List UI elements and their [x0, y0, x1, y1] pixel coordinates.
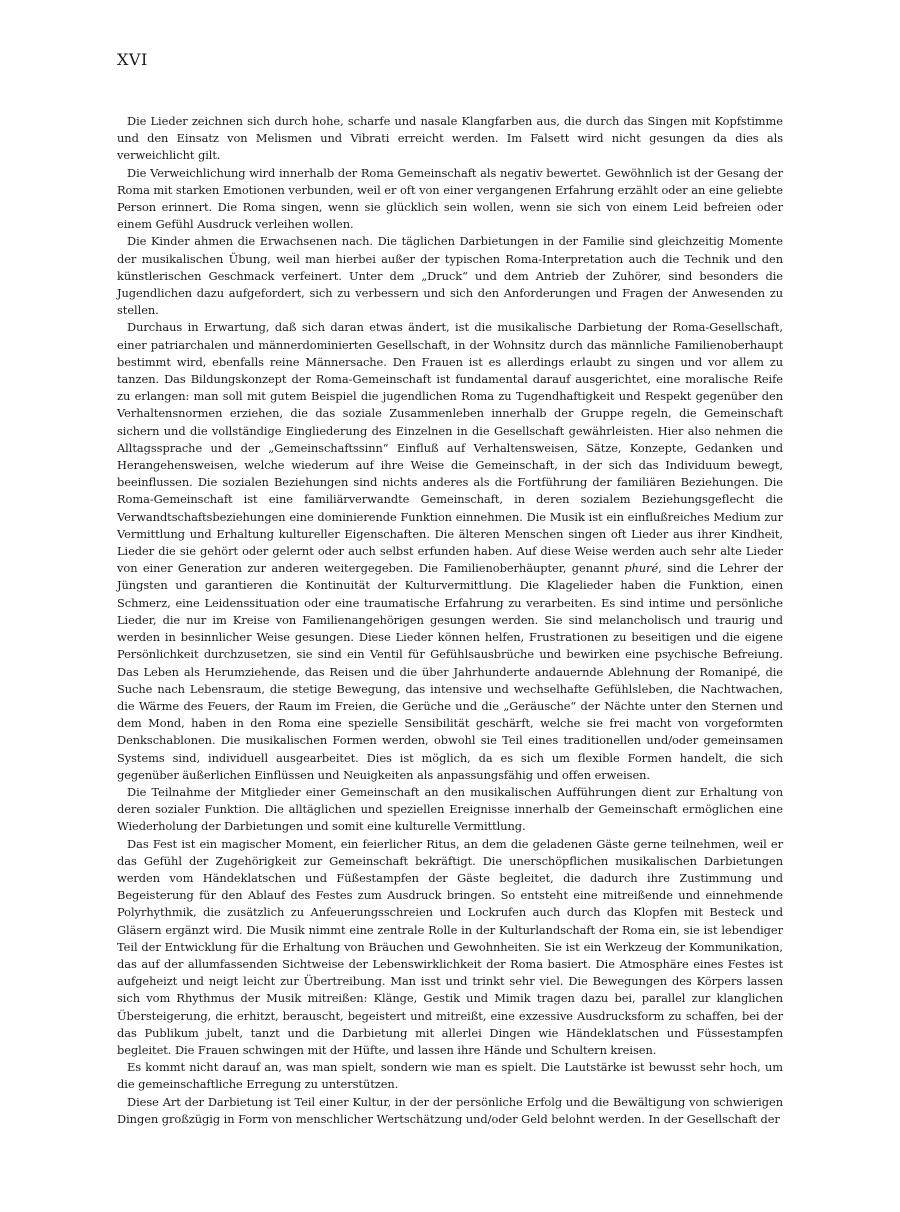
paragraph-4-text-continued: , sind die Lehrer der Jüngsten und garantieren die Kontinuität der Kulturvermittlung. Die Klagelieder haben die Funktion, einen Schmerz, eine Leidenssituation oder eine traumatische Erfahrung zu verarbeiten. Es sind intime und persönliche Lieder, die nur im Kreise von Familienangehörigen gesungen werden. Sie sind melancholisch und traurig und werden in besinnlicher Weise gesungen. Diese Lieder können helfen, Frustrationen zu beseitigen und die eigene Persönlichkeit durchzusetzen, sie sind ein Ventil für Gefühlsausbrüche und bewirken eine psychische Befreiung. Das Leben als Herumziehende, das Reisen und die über Jahrhunderte andauernde Ablehnung der Romanipé, die Suche nach Lebensraum, die stetige Bewegung, das intensive und wechselhafte Gefühlsleben, die Nachtwachen, die Wärme des Feuers, der Raum im Freien, die Gerüche und die „Geräusche“ der Nächte unter den Sternen und dem Mond, haben in den Roma eine spezielle Sensibilität geschärft, welche sie frei macht von vorgeformten Denkschablonen. Die musikalischen Formen werden, obwohl sie Teil eines traditionellen und/oder gemeinsamen Systems sind, individuell ausgearbeitet. Dies ist möglich, da es sich um flexible Formen handelt, die sich gegenüber äußerlichen Einflüssen und Neuigkeiten als anpassungsfähig und offen erweisen.: [117, 561, 783, 782]
body-text: [117, 113, 783, 1128]
paragraph-4: [117, 319, 783, 783]
paragraph-5: Die Teilnahme der Mitglieder einer Gemeinschaft an den musikalischen Aufführungen dient zur Erhaltung von deren sozialer Funktion. Die alltäglichen und speziellen Ereignisse innerhalb der Gemeinschaft ermöglichen eine Wiederholung der Darbietungen und somit eine kulturelle Vermittlung.: [117, 784, 783, 834]
paragraph-6: Das Fest ist ein magischer Moment, ein feierlicher Ritus, an dem die geladenen Gäste gerne teilnehmen, weil er das Gefühl der Zugehörigkeit zur Gemeinschaft bekräftigt. Die unerschöpflichen musikalischen Darbietungen werden vom Händeklatschen und Füßestampfen der Gäste begleitet, die dadurch ihre Zustimmung und Begeisterung für den Ablauf des Festes zum Ausdruck bringen. So entsteht eine mitreißende und einnehmende Polyrhythmik, die zusätzlich zu Anfeuerungsschreien und Lockrufen auch durch das Klopfen mit Besteck und Gläsern ergänzt wird. Die Musik nimmt eine zentrale Rolle in der Kulturlandschaft der Roma ein, sie ist lebendiger Teil der Entwicklung für die Erhaltung von Bräuchen und Gewohnheiten. Sie ist ein Werkzeug der Kommunikation, das auf der allumfassenden Sichtweise der Lebenswirklichkeit der Roma basiert. Die Atmosphäre eines Festes ist aufgeheizt und neigt leicht zur Übertreibung. Man isst und trinkt sehr viel. Die Bewegungen des Körpers lassen sich vom Rhythmus der Musik mitreißen: Klänge, Gestik und Mimik tragen dazu bei, parallel zur klanglichen Übersteigerung, die erhitzt, berauscht, begeistert und mitreißt, eine exzessive Ausdrucksform zu schaffen, bei der das Publikum jubelt, tanzt und die Darbietung mit allerlei Dingen wie Händeklatschen und Füssestampfen begleitet. Die Frauen schwingen mit der Hüfte, und lassen ihre Hände und Schultern kreisen.: [117, 836, 783, 1057]
italic-term: phuré: [624, 561, 659, 576]
paragraph-7: Es kommt nicht darauf an, was man spielt, sondern wie man es spielt. Die Lautstärke ist bewusst sehr hoch, um die gemeinschaftliche Erregung zu unterstützen.: [117, 1060, 783, 1092]
paragraph-3: Die Kinder ahmen die Erwachsenen nach. Die täglichen Darbietungen in der Familie sind gleichzeitig Momente der musikalischen Übung, weil man hierbei außer der typischen Roma-Interpretation auch die Technik und den künstlerischen Geschmack verfeinert. Unter dem „Druck“ und dem Antrieb der Zuhörer, sind besonders die Jugendlichen dazu aufgefordert, sich zu verbessern und sich den Anforderungen und Fragen der Anwesenden zu stellen.: [117, 234, 783, 318]
paragraph-1: Die Lieder zeichnen sich durch hohe, scharfe und nasale Klangfarben aus, die durch das Singen mit Kopfstimme und den Einsatz von Melismen und Vibrati erreicht werden. Im Falsett wird nicht gesungen da dies als verweichlicht gilt.: [117, 114, 783, 163]
paragraph-4-text: Durchaus in Erwartung, daß sich daran etwas ändert, ist die musikalische Darbietung der Roma-Gesellschaft, einer patriarchalen und männerdominierten Gesellschaft, in der Wohnsitz durch das männliche Familienoberhaupt bestimmt wird, ebenfalls reine Männersache. Den Frauen ist es allerdings erlaubt zu singen und vor allem zu tanzen. Das Bildungskonzept der Roma-Gemeinschaft ist fundamental darauf ausgerichtet, eine moralische Reife zu erlangen: man soll mit gutem Beispiel die jugendlichen Roma zu Tugendhaftigkeit und Respekt gegenüber den Verhaltensnormen erziehen, die das soziale Zusammenleben innerhalb der Gruppe regeln, die Gemeinschaft sichern und die vollständige Eingliederung des Einzelnen in die Gesellschaft gewährleisten. Hier also nehmen die Alltagssprache und der „Gemeinschaftssinn“ Einfluß auf Verhaltensweisen, Sätze, Konzepte, Gedanken und Herangehensweisen, welche wiederum auf ihre Weise die Gemeinschaft, in der sich das Individuum bewegt, beeinflussen. Die sozialen Beziehungen sind nichts anderes als die Fortführung der familiären Beziehungen. Die Roma-Gemeinschaft ist eine familiärverwandte Gemeinschaft, in deren sozialem Beziehungsgeflecht die Verwandtschaftsbeziehungen eine dominierende Funktion einnehmen. Die Musik ist ein einflußreiches Medium zur Vermittlung und Erhaltung kultureller Eigenschaften. Die älteren Menschen singen oft Lieder aus ihrer Kindheit, Lieder die sie gehört oder gelernt oder auch selbst erfunden haben. Auf diese Weise werden auch sehr alte Lieder von einer Generation zur anderen weitergegeben. Die Familienoberhäupter, genannt: [117, 320, 783, 576]
paragraph-2: Die Verweichlichung wird innerhalb der Roma Gemeinschaft als negativ bewertet. Gewöhnlich ist der Gesang der Roma mit starken Emotionen verbunden, weil er oft von einer vergangenen Erfahrung erzählt oder an eine geliebte Person erinnert. Die Roma singen, wenn sie glücklich sein wollen, wenn sie sich von einem Leid befreien oder einem Gefühl Ausdruck verleihen wollen.: [117, 165, 783, 232]
page-number: XVI: [117, 50, 148, 69]
paragraph-8: Diese Art der Darbietung ist Teil einer Kultur, in der der persönliche Erfolg und die Bewältigung von schwierigen Dingen großzügig in Form von menschlicher Wertschätzung und/oder Geld belohnt werden. In der Gesellschaft der: [117, 1094, 783, 1126]
